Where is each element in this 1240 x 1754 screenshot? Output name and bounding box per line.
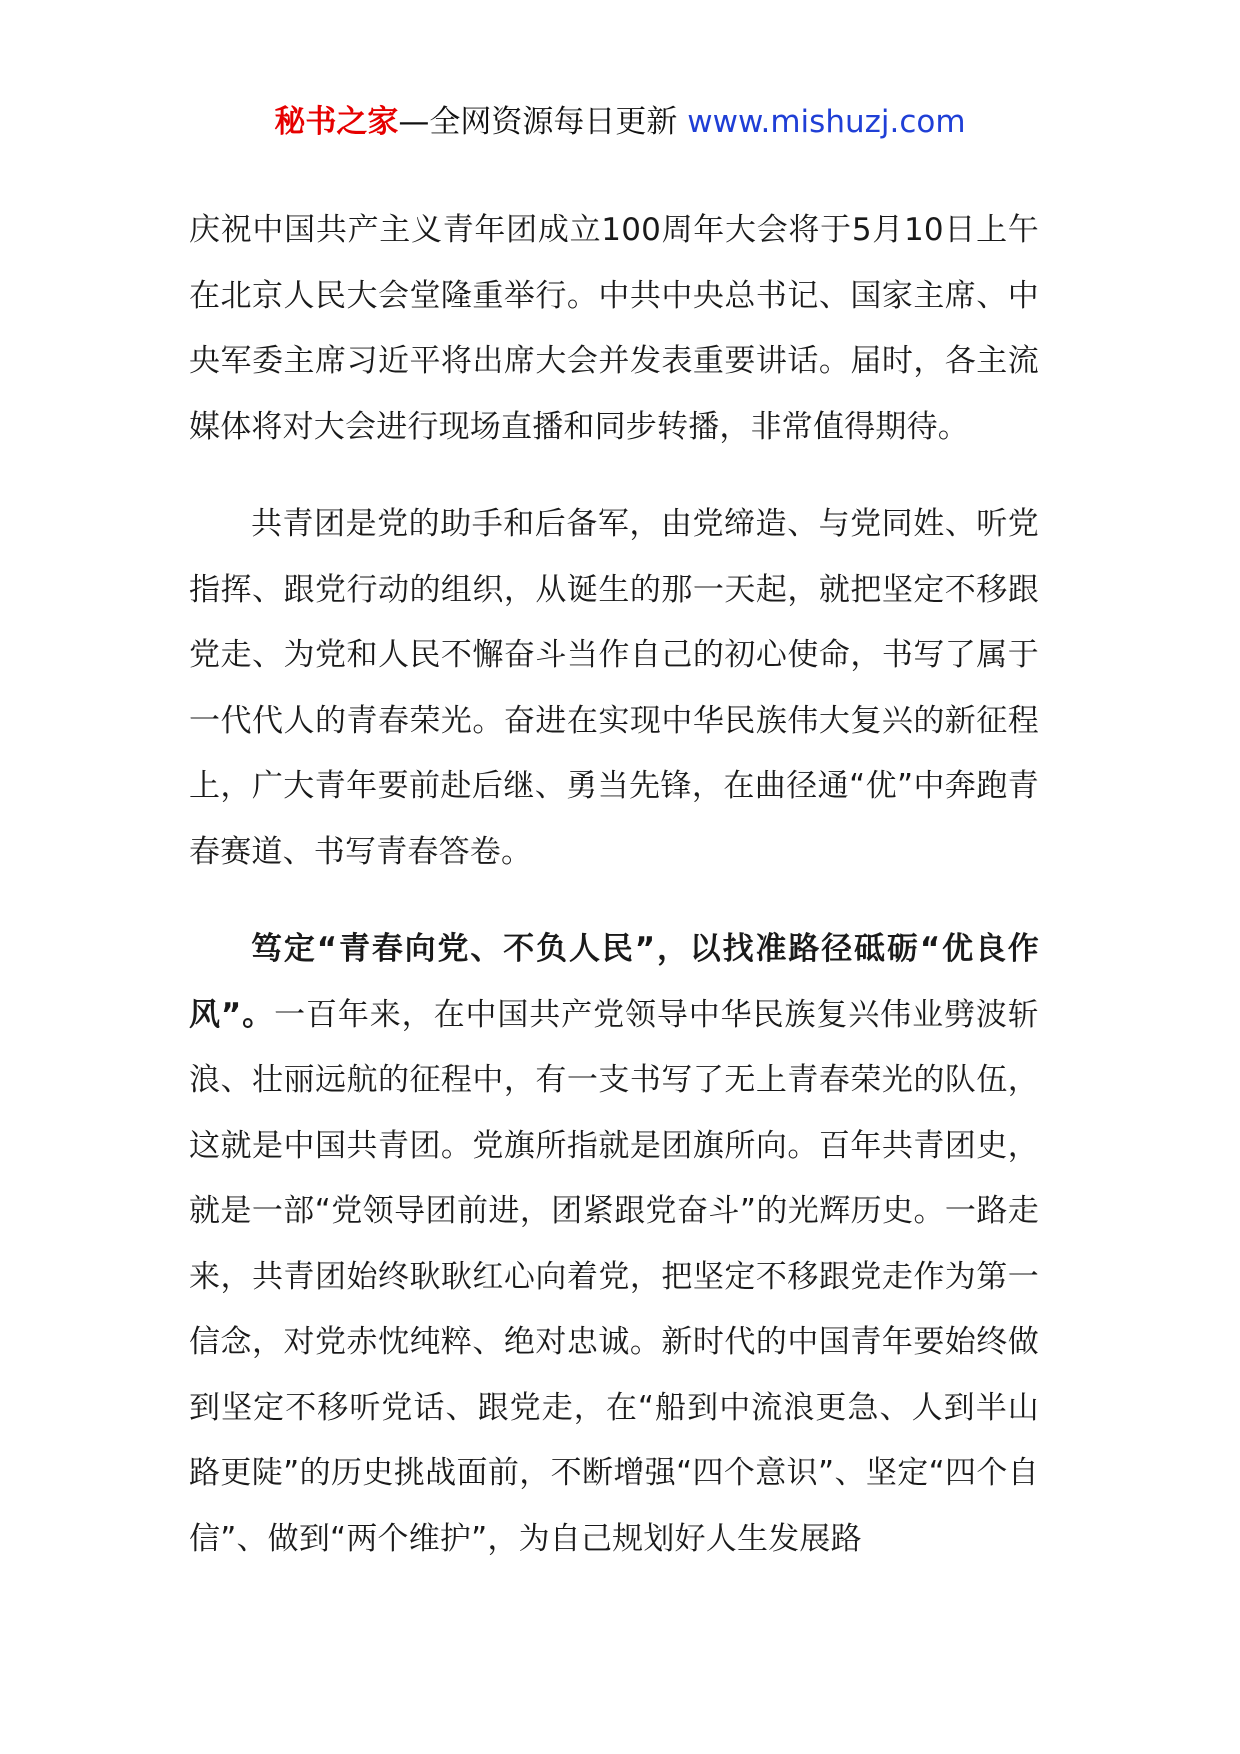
page-header	[0, 100, 1240, 144]
paragraph-3-heading: 笃定“青春向党、不负人民”，以找准路径砥砺“优良作风”。	[189, 931, 1039, 1033]
paragraph-2-text: 共青团是党的助手和后备军，由党缔造、与党同姓、听党指挥、跟党行动的组织，从诞生的那一天起，就把坚定不移跟党走、为党和人民不懈奋斗当作自己的初心使命，书写了属于一代代人的青春荣光。奋进在实现中华民族伟大复兴的新征程上，广大青年要前赴后继、勇当先锋，在曲径通“优”中奔跑青春赛道、书写青春答卷。	[189, 506, 1039, 870]
paragraph-3-text: 一百年来，在中国共产党领导中华民族复兴伟业劈波斩浪、壮丽远航的征程中，有一支书写了无上青春荣光的队伍，这就是中国共青团。党旗所指就是团旗所向。百年共青团史，就是一部“党领导团前进，团紧跟党奋斗”的光辉历史。一路走来，共青团始终耿耿红心向着党，把坚定不移跟党走作为第一信念，对党赤忱纯粹、绝对忠诚。新时代的中国青年要始终做到坚定不移听党话、跟党走，在“船到中流浪更急、人到半山路更陡”的历史挑战面前，不断增强“四个意识”、坚定“四个自信”、做到“两个维护”，为自己规划好人生发展路	[189, 996, 1039, 1557]
paragraph-2	[189, 492, 1039, 885]
paragraph-1-text: 庆祝中国共产主义青年团成立100周年大会将于5月10日上午在北京人民大会堂隆重举行。中共中央总书记、国家主席、中央军委主席习近平将出席大会并发表重要讲话。届时，各主流媒体将对大会进行现场直播和同步转播，非常值得期待。	[189, 212, 1039, 445]
article-body	[189, 198, 1039, 1604]
header-tagline: —全网资源每日更新	[398, 104, 688, 140]
paragraph-1	[189, 198, 1039, 460]
brand-name: 秘书之家	[274, 104, 399, 140]
paragraph-3	[189, 917, 1039, 1572]
site-url-link[interactable]: www.mishuzj.com	[687, 104, 966, 140]
